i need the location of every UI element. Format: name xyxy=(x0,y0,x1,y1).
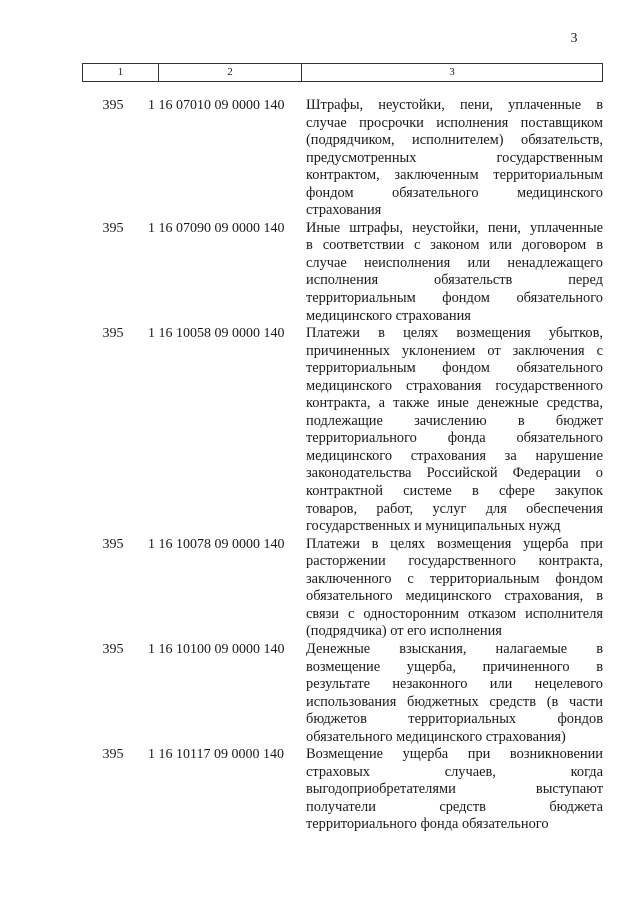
description-line: территориальным фондом обязательного xyxy=(306,290,603,307)
income-description-cell xyxy=(306,536,603,641)
budget-classification-code-cell: 1 16 07010 09 0000 140 xyxy=(148,98,285,113)
description-line: связи с односторонним отказом исполнителя xyxy=(306,605,603,622)
description-line: Платежи в целях возмещения убытков, xyxy=(306,325,603,342)
description-line: подлежащие зачислению в бюджет xyxy=(306,412,603,429)
description-line: медицинского страхования за нарушение xyxy=(306,447,603,464)
description-line: бюджетов территориальных фондов xyxy=(306,711,603,728)
description-line: Штрафы, неустойки, пени, уплаченные в xyxy=(306,97,603,113)
description-line: в соответствии с законом или договором в xyxy=(306,237,603,254)
column-header-table xyxy=(82,63,603,82)
admin-code-cell: 395 xyxy=(102,641,124,657)
description-line: Возмещение ущерба при возникновении xyxy=(306,746,603,763)
admin-code-cell: 395 xyxy=(102,536,124,552)
admin-code-cell: 395 xyxy=(102,747,124,763)
description-line: (подрядчика) от его исполнения xyxy=(306,623,502,640)
description-line: заключенного с территориальным фондом xyxy=(306,570,603,587)
income-codes-list xyxy=(82,97,603,834)
description-line: обязательного медицинского страхования) xyxy=(306,728,566,745)
description-line: Денежные взыскания, налагаемые в xyxy=(306,640,603,657)
description-line: расторжении государственного контракта, xyxy=(306,553,603,570)
description-line: возмещение ущерба, причиненного в xyxy=(306,658,603,675)
table-row xyxy=(82,536,603,641)
description-line: контракта, а также иные денежные средства, xyxy=(306,395,603,412)
admin-code-cell: 395 xyxy=(102,98,124,113)
description-line: использования бюджетных средств (в части xyxy=(306,693,603,710)
description-line: товаров, работ, услуг для обеспечения xyxy=(306,500,603,517)
description-line: законодательства Российской Федерации о xyxy=(306,465,603,482)
description-line: результате незаконного или нецелевого xyxy=(306,676,603,693)
income-description-cell xyxy=(306,220,603,325)
description-line: медицинского страхования государственного xyxy=(306,377,603,394)
budget-classification-code-cell: 1 16 07090 09 0000 140 xyxy=(148,220,285,236)
description-line: территориального фонда обязательного xyxy=(306,816,549,833)
table-row xyxy=(82,641,603,746)
table-row xyxy=(82,325,603,536)
description-line: страхования xyxy=(306,202,382,219)
admin-code-cell: 395 xyxy=(102,326,124,342)
description-line: контрактом, заключенным территориальным xyxy=(306,167,603,184)
description-line: обязательного медицинского страхования, в xyxy=(306,588,603,605)
description-line: предусмотренных государственным xyxy=(306,149,603,166)
column-header-2: 2 xyxy=(159,64,302,82)
description-line: исполнения обязательств перед xyxy=(306,272,603,289)
description-line: Платежи в целях возмещения ущерба при xyxy=(306,535,603,552)
budget-classification-code-cell: 1 16 10100 09 0000 140 xyxy=(148,641,285,657)
column-header-3: 3 xyxy=(302,64,603,82)
budget-classification-code-cell: 1 16 10058 09 0000 140 xyxy=(148,326,285,342)
table-row xyxy=(82,97,603,220)
column-header-1: 1 xyxy=(83,64,159,82)
description-line: медицинского страхования xyxy=(306,307,471,324)
description-line: территориальным фондом обязательного xyxy=(306,360,603,377)
description-line: (подрядчиком, исполнителем) обязательств, xyxy=(306,132,603,149)
admin-code-cell: 395 xyxy=(102,220,124,236)
description-line: страховых случаев, когда xyxy=(306,763,603,780)
income-description-cell xyxy=(306,325,603,536)
description-line: Иные штрафы, неустойки, пени, уплаченные xyxy=(306,219,603,236)
income-description-cell xyxy=(306,97,603,220)
description-line: государственных и муниципальных нужд xyxy=(306,518,561,535)
description-line: выгодоприобретателями выступают xyxy=(306,781,603,798)
budget-classification-code-cell: 1 16 10117 09 0000 140 xyxy=(148,747,284,763)
description-line: причиненных уклонением от заключения с xyxy=(306,342,603,359)
description-line: фондом обязательного медицинского xyxy=(306,184,603,201)
description-line: случае неисполнения или ненадлежащего xyxy=(306,254,603,271)
page-number: 3 xyxy=(570,31,578,46)
description-line: территориального фонда обязательного xyxy=(306,430,603,447)
description-line: получатели средств бюджета xyxy=(306,798,603,815)
table-row xyxy=(82,220,603,325)
income-description-cell xyxy=(306,746,603,834)
income-description-cell xyxy=(306,641,603,746)
budget-classification-code-cell: 1 16 10078 09 0000 140 xyxy=(148,536,285,552)
description-line: контрактной системе в сфере закупок xyxy=(306,483,603,500)
table-row xyxy=(82,746,603,834)
description-line: случае просрочки исполнения поставщиком xyxy=(306,114,603,131)
